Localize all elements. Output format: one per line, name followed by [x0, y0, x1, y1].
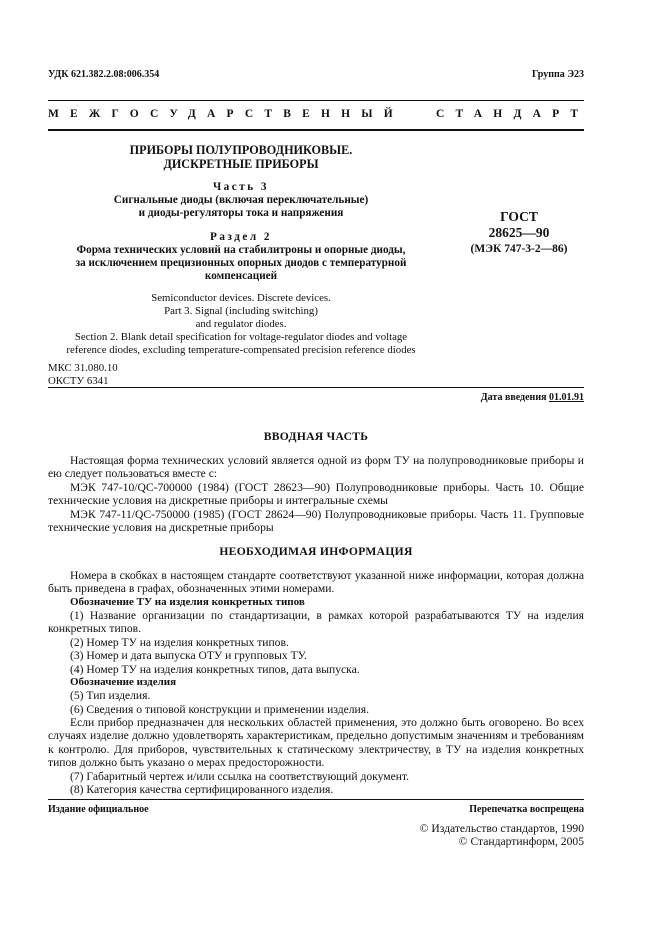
intro-paragraph-1: Настоящая форма технических условий является одной из форм ТУ на полупроводниковые приборы и ею следует пользоваться вместе с: — [48, 454, 584, 481]
intro-date-label: Дата введения — [480, 392, 547, 403]
info-item-4: (4) Номер ТУ на изделия конкретных типов, дата выпуска. — [70, 663, 360, 676]
part-label: Часть 3 — [212, 181, 270, 193]
info-item-8: (8) Категория качества сертифицированного изделия. — [70, 783, 334, 796]
info-subheading-2: Обозначение изделия — [70, 676, 177, 688]
part-block — [48, 181, 434, 220]
banner-right: СТАНДАРТ — [436, 108, 590, 120]
section-label: Раздел 2 — [209, 231, 272, 243]
gost-iec: (МЭК 747-3-2—86) — [470, 243, 568, 255]
okstu-code: ОКСТУ 6341 — [48, 374, 109, 387]
intro-date — [400, 392, 584, 403]
codes-rule — [48, 387, 584, 388]
section-line3: компенсацией — [204, 270, 278, 282]
intro-paragraph-3: МЭК 747-11/QC-750000 (1985) (ГОСТ 28624—90) Полупроводниковые приборы. Часть 11. Групповые технические условия на дискретные приборы — [48, 508, 584, 535]
part-line2: и диоды-регуляторы тока и напряжения — [138, 207, 344, 219]
info-subheading-1: Обозначение ТУ на изделия конкретных типов — [70, 596, 305, 608]
info-item-7: (7) Габаритный чертеж и/или ссылка на соответствующий документ. — [70, 770, 410, 783]
english-title-block — [48, 292, 434, 357]
title-block — [48, 143, 434, 171]
english-line3: and regulator diodes. — [195, 318, 287, 330]
reprint-notice: Перепечатка воспрещена — [469, 804, 584, 815]
intro-paragraph-2: МЭК 747-10/QC-700000 (1984) (ГОСТ 28623—90) Полупроводниковые приборы. Часть 10. Общие технические условия на дискретные приборы и интегральные схемы — [48, 481, 584, 508]
info-item-3: (3) Номер и дата выпуска ОТУ и групповых ТУ. — [70, 649, 307, 662]
udk-code: УДК 621.382.2.08:006.354 — [48, 69, 160, 80]
banner-rule — [48, 129, 584, 131]
copyright-1: © Издательство стандартов, 1990 — [419, 822, 584, 835]
intro-date-value: 01.01.91 — [549, 392, 584, 403]
official-edition: Издание официальное — [48, 804, 149, 815]
copyright-block — [380, 822, 584, 849]
english-line1: Semiconductor devices. Discrete devices. — [151, 292, 331, 304]
gost-label: ГОСТ — [500, 209, 538, 224]
info-item-2: (2) Номер ТУ на изделия конкретных типов. — [70, 636, 289, 649]
info-item-1: (1) Название организации по стандартизации, в рамках которой разрабатываются ТУ на изделия конкретных типов. — [48, 609, 584, 636]
info-item-5: (5) Тип изделия. — [70, 689, 151, 702]
info-paragraph-2: Если прибор предназначен для нескольких областей применения, это должно быть оговорено. Во всех случаях изделие должно удовлетворять характеристикам, предельно допустимым значениям и требованиям к контролю. Для приборов, чувствительных к статическому электричеству, в ТУ на изделия конкретных типов должно быть указано о мерах предосторожности. — [48, 716, 584, 770]
gost-number: 28625—90 — [488, 225, 550, 240]
section-line2: за исключением прецизионных опорных диодов с температурной — [75, 257, 407, 269]
copyright-2: © Стандартинформ, 2005 — [458, 835, 584, 849]
english-line5: reference diodes, excluding temperature-compensated precision reference diodes — [66, 344, 416, 356]
top-rule — [48, 100, 584, 101]
gost-block — [452, 209, 586, 257]
english-line4: Section 2. Blank detail specification for voltage-regulator diodes and voltage — [74, 331, 408, 343]
group-code: Группа Э23 — [532, 69, 584, 80]
intro-heading: ВВОДНАЯ ЧАСТЬ — [263, 430, 369, 443]
info-paragraph-1: Номера в скобках в настоящем стандарте соответствуют указанной ниже информации, которая должна быть приведена в графах, обозначенных этими номерами. — [48, 569, 584, 596]
section-block — [48, 231, 434, 283]
title-line2: ДИСКРЕТНЫЕ ПРИБОРЫ — [163, 157, 319, 171]
part-line1: Сигнальные диоды (включая переключательные) — [113, 194, 369, 206]
mks-code: МКС 31.080.10 — [48, 362, 118, 374]
section-line1: Форма технических условий на стабилитроны и опорные диоды, — [76, 244, 406, 256]
info-heading: НЕОБХОДИМАЯ ИНФОРМАЦИЯ — [219, 545, 413, 558]
codes-block — [48, 362, 118, 387]
english-line2: Part 3. Signal (including switching) — [164, 305, 318, 317]
banner-left: МЕЖГОСУДАРСТВЕННЫЙ — [48, 108, 404, 120]
title-line1: ПРИБОРЫ ПОЛУПРОВОДНИКОВЫЕ. — [129, 143, 353, 157]
info-item-6: (6) Сведения о типовой конструкции и применении изделия. — [70, 703, 369, 716]
footer-rule — [48, 799, 584, 800]
